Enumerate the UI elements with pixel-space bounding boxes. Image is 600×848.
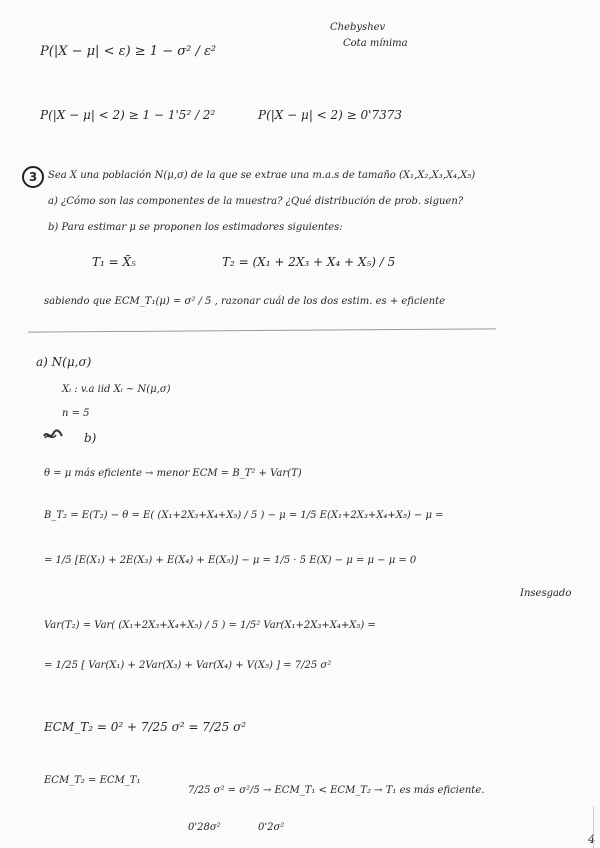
chebyshev-applied: P(|X − μ| < 2) ≥ 1 − 1'5² / 2² xyxy=(40,108,216,122)
estimator-t2: T₂ = (X₁ + 2X₃ + X₄ + X₅) / 5 xyxy=(222,255,396,269)
header-note-cota: Cota mínima xyxy=(343,38,408,49)
approx-t2: 0'28σ² xyxy=(188,822,221,833)
page-edge xyxy=(593,806,600,848)
ecm-t2: ECM_T₂ = 0² + 7/25 σ² = 7/25 σ² xyxy=(44,720,247,734)
header-note-chebyshev: Chebyshev xyxy=(330,22,386,33)
page-number: 4 xyxy=(588,832,596,846)
insesgado-note: Insesgado xyxy=(520,588,572,599)
problem-part-a: a) ¿Cómo son las componentes de la muestra? ¿Qué distribución de prob. siguen? xyxy=(48,196,464,207)
chebyshev-result: P(|X − μ| < 2) ≥ 0'7373 xyxy=(258,108,403,122)
compare-label: ECM_T₂ = ECM_T₁ xyxy=(44,775,141,786)
solution-a-title: a) N(μ,σ) xyxy=(36,355,92,369)
bias-line2: = 1/5 [E(X₁) + 2E(X₃) + E(X₄) + E(X₅)] − μ = 1/5 · 5 E(X) − μ = μ − μ = 0 xyxy=(44,555,417,566)
problem-given: sabiendo que ECM_T₁(μ) = σ² / 5 , razonar cuál de los dos estim. es + eficiente xyxy=(44,296,446,307)
problem-part-b: b) Para estimar μ se proponen los estimadores siguientes: xyxy=(48,222,343,233)
approx-t1: 0'2σ² xyxy=(258,822,285,833)
compare-line: 7/25 σ² = σ²/5 → ECM_T₁ < ECM_T₂ → T₁ es más eficiente. xyxy=(188,785,485,796)
solution-a-line1: Xᵢ : v.a iid Xᵢ ~ N(μ,σ) xyxy=(62,384,171,395)
problem-statement: Sea X una población N(μ,σ) de la que se extrae una m.a.s de tamaño (X₁,X₂,X₃,X₄,X₅) xyxy=(48,170,476,181)
solution-theta: θ = μ más eficiente → menor ECM = B_T² + Var(T) xyxy=(44,468,302,479)
chebyshev-formula: P(|X − μ| < ε) ≥ 1 − σ² / ε² xyxy=(40,44,217,59)
solution-a-line2: n = 5 xyxy=(62,408,90,419)
var-line2: = 1/25 [ Var(X₁) + 2Var(X₃) + Var(X₄) + V(X₅) ] = 7/25 σ² xyxy=(44,660,332,671)
problem-number-badge: 3 xyxy=(22,166,44,188)
scribble-mark xyxy=(42,428,64,442)
var-line1: Var(T₂) = Var( (X₁+2X₃+X₄+X₅) / 5 ) = 1/5² Var(X₁+2X₃+X₄+X₅) = xyxy=(44,620,376,631)
bias-line1: B_T₂ = E(T₂) − θ = E( (X₁+2X₃+X₄+X₅) / 5 ) − μ = 1/5 E(X₁+2X₃+X₄+X₅) − μ = xyxy=(44,510,444,521)
solution-b-title: b) xyxy=(84,431,97,445)
estimator-t1: T₁ = X̄₅ xyxy=(92,255,136,269)
section-divider xyxy=(28,328,496,332)
